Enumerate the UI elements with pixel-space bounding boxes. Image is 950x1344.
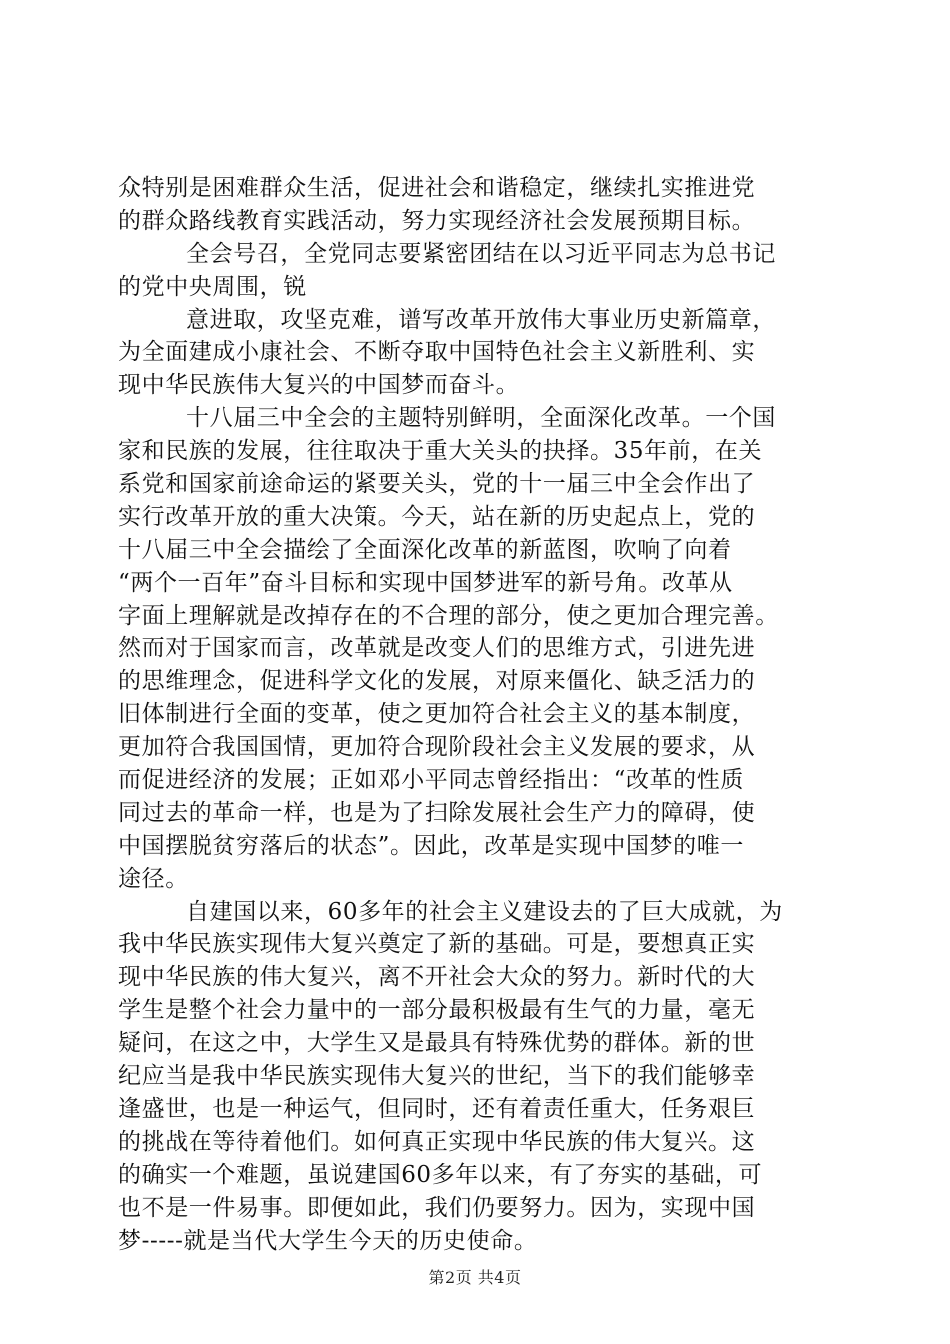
text-line: 学生是整个社会力量中的一部分最积极最有生气的力量，毫无 (118, 997, 756, 1024)
text-line: 家和民族的发展，往往取决于重大关头的抉择。35年前，在关 (118, 438, 763, 465)
text-line: 梦-----就是当代大学生今天的历史使命。 (118, 1227, 538, 1254)
text-line: 纪应当是我中华民族实现伟大复兴的世纪，当下的我们能够幸 (118, 1063, 756, 1090)
text-line: 的党中央周围，锐 (118, 273, 307, 300)
page-number-footer: 第2页 共4页 (428, 1268, 522, 1287)
text-line: 实行改革开放的重大决策。今天，站在新的历史起点上，党的 (118, 503, 756, 530)
text-line: 全会号召，全党同志要紧密团结在以习近平同志为总书记 (186, 240, 776, 267)
text-line: “两个一百年”奋斗目标和实现中国梦进军的新号角。改革从 (118, 569, 733, 596)
text-line: 意进取，攻坚克难，谱写改革开放伟大事业历史新篇章， (186, 306, 776, 333)
text-line: 我中华民族实现伟大复兴奠定了新的基础。可是，要想真正实 (118, 931, 756, 958)
text-line: 然而对于国家而言，改革就是改变人们的思维方式，引进先进 (118, 635, 756, 662)
text-line: 现中华民族的伟大复兴，离不开社会大众的努力。新时代的大 (118, 964, 756, 991)
text-line: 的思维理念，促进科学文化的发展，对原来僵化、缺乏活力的 (118, 668, 756, 695)
text-line: 字面上理解就是改掉存在的不合理的部分，使之更加合理完善。 (118, 602, 779, 629)
text-line: 疑问，在这之中，大学生又是最具有特殊优势的群体。新的世 (118, 1030, 756, 1057)
text-line: 的群众路线教育实践活动，努力实现经济社会发展预期目标。 (118, 207, 756, 234)
document-body (118, 172, 838, 1257)
text-line: 途径。 (118, 865, 189, 892)
text-line: 而促进经济的发展；正如邓小平同志曾经指出：“改革的性质 (118, 767, 744, 794)
text-line: 为全面建成小康社会、不断夺取中国特色社会主义新胜利、实 (118, 339, 756, 366)
text-line: 系党和国家前途命运的紧要关头，党的十一届三中全会作出了 (118, 471, 756, 498)
text-line: 同过去的革命一样，也是为了扫除发展社会生产力的障碍，使 (118, 799, 756, 826)
text-line: 的确实一个难题，虽说建国60多年以来，有了夯实的基础，可 (118, 1161, 763, 1188)
text-line: 逢盛世，也是一种运气，但同时，还有着责任重大，任务艰巨 (118, 1095, 756, 1122)
text-line: 现中华民族伟大复兴的中国梦而奋斗。 (118, 372, 520, 399)
text-line: 也不是一件易事。即便如此，我们仍要努力。因为，实现中国 (118, 1194, 756, 1221)
text-line: 自建国以来，60多年的社会主义建设去的了巨大成就，为 (186, 898, 783, 925)
text-line: 旧体制进行全面的变革，使之更加符合社会主义的基本制度， (118, 701, 756, 728)
text-line: 众特别是困难群众生活，促进社会和谐稳定，继续扎实推进党 (118, 175, 756, 201)
text-line: 更加符合我国国情，更加符合现阶段社会主义发展的要求，从 (118, 734, 756, 761)
text-line: 十八届三中全会描绘了全面深化改革的新蓝图，吹响了向着 (118, 536, 732, 563)
text-line: 的挑战在等待着他们。如何真正实现中华民族的伟大复兴。这 (118, 1128, 756, 1155)
text-line: 中国摆脱贫穷落后的状态”。因此，改革是实现中国梦的唯一 (118, 832, 744, 859)
text-line: 十八届三中全会的主题特别鲜明，全面深化改革。一个国 (186, 405, 776, 432)
